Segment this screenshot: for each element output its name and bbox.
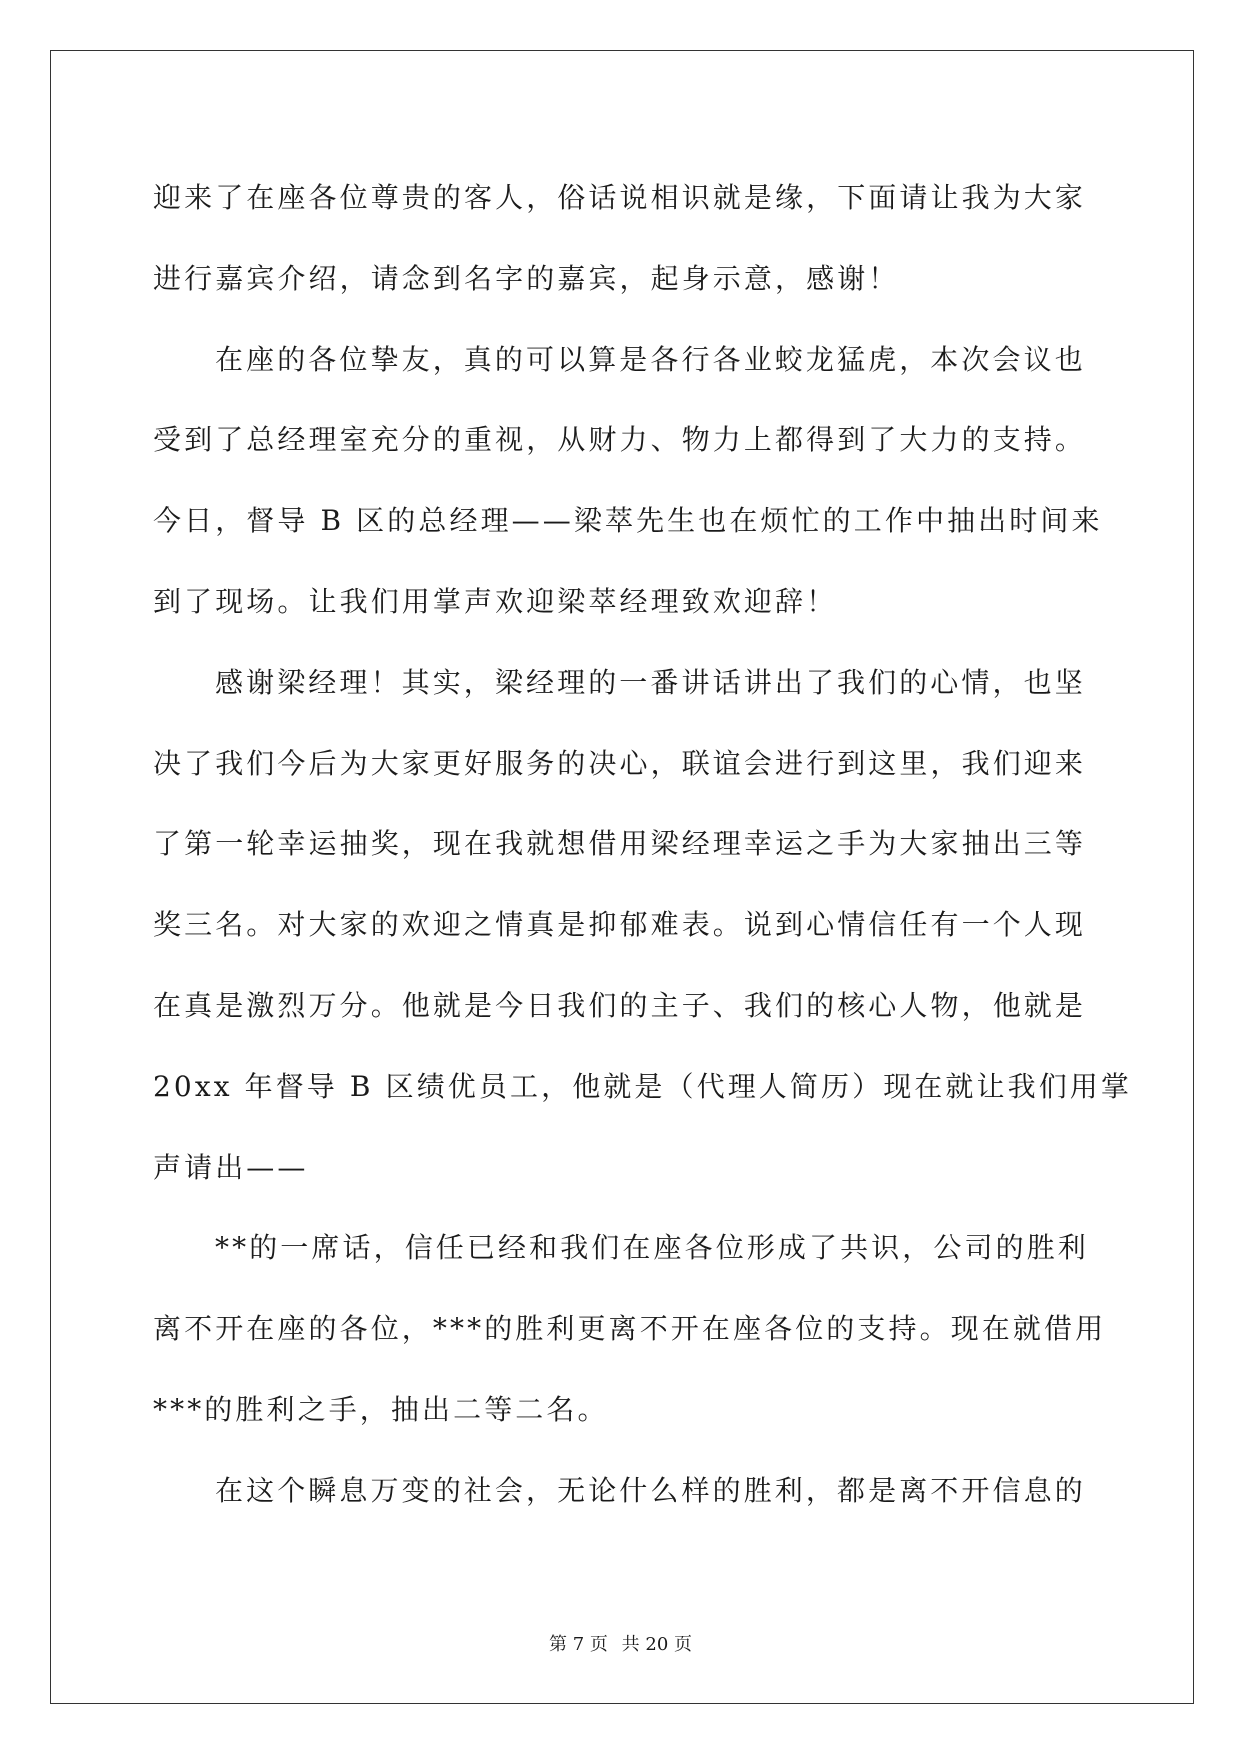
text-line: 进行嘉宾介绍，请念到名字的嘉宾，起身示意，感谢！	[153, 261, 900, 295]
document-body	[153, 158, 1132, 1532]
page-number: 第 7 页	[549, 1634, 608, 1655]
text-line: 受到了总经理室充分的重视，从财力、物力上都得到了大力的支持。	[153, 423, 1087, 457]
text-line: 20xx 年督导 B 区绩优员工，他就是（代理人简历）现在就让我们用掌	[153, 1069, 1132, 1103]
text-line: 今日，督导 B 区的总经理——梁萃先生也在烦忙的工作中抽出时间来	[153, 504, 1103, 538]
text-line: 声请出——	[153, 1150, 309, 1184]
text-line: ***的胜利之手，抽出二等二名。	[153, 1392, 609, 1426]
text-line: 奖三名。对大家的欢迎之情真是抑郁难表。说到心情信任有一个人现	[153, 908, 1087, 942]
text-line: 在座的各位挚友，真的可以算是各行各业蛟龙猛虎，本次会议也	[215, 342, 1086, 376]
text-line: 了第一轮幸运抽奖，现在我就想借用梁经理幸运之手为大家抽出三等	[153, 827, 1087, 861]
text-line: 迎来了在座各位尊贵的客人，俗话说相识就是缘，下面请让我为大家	[153, 181, 1087, 214]
page-total: 共 20 页	[621, 1634, 692, 1655]
text-line: 在这个瞬息万变的社会，无论什么样的胜利，都是离不开信息的	[215, 1473, 1086, 1507]
page-footer	[0, 1630, 1241, 1656]
text-line: 到了现场。让我们用掌声欢迎梁萃经理致欢迎辞！	[153, 584, 838, 618]
text-line: **的一席话，信任已经和我们在座各位形成了共识，公司的胜利	[215, 1231, 1089, 1265]
text-line: 感谢梁经理！其实，梁经理的一番讲话讲出了我们的心情，也坚	[215, 665, 1086, 699]
text-line: 决了我们今后为大家更好服务的决心，联谊会进行到这里，我们迎来	[153, 746, 1087, 780]
text-line: 在真是激烈万分。他就是今日我们的主子、我们的核心人物，他就是	[153, 988, 1087, 1022]
text-line: 离不开在座的各位，***的胜利更离不开在座各位的支持。现在就借用	[153, 1312, 1107, 1346]
